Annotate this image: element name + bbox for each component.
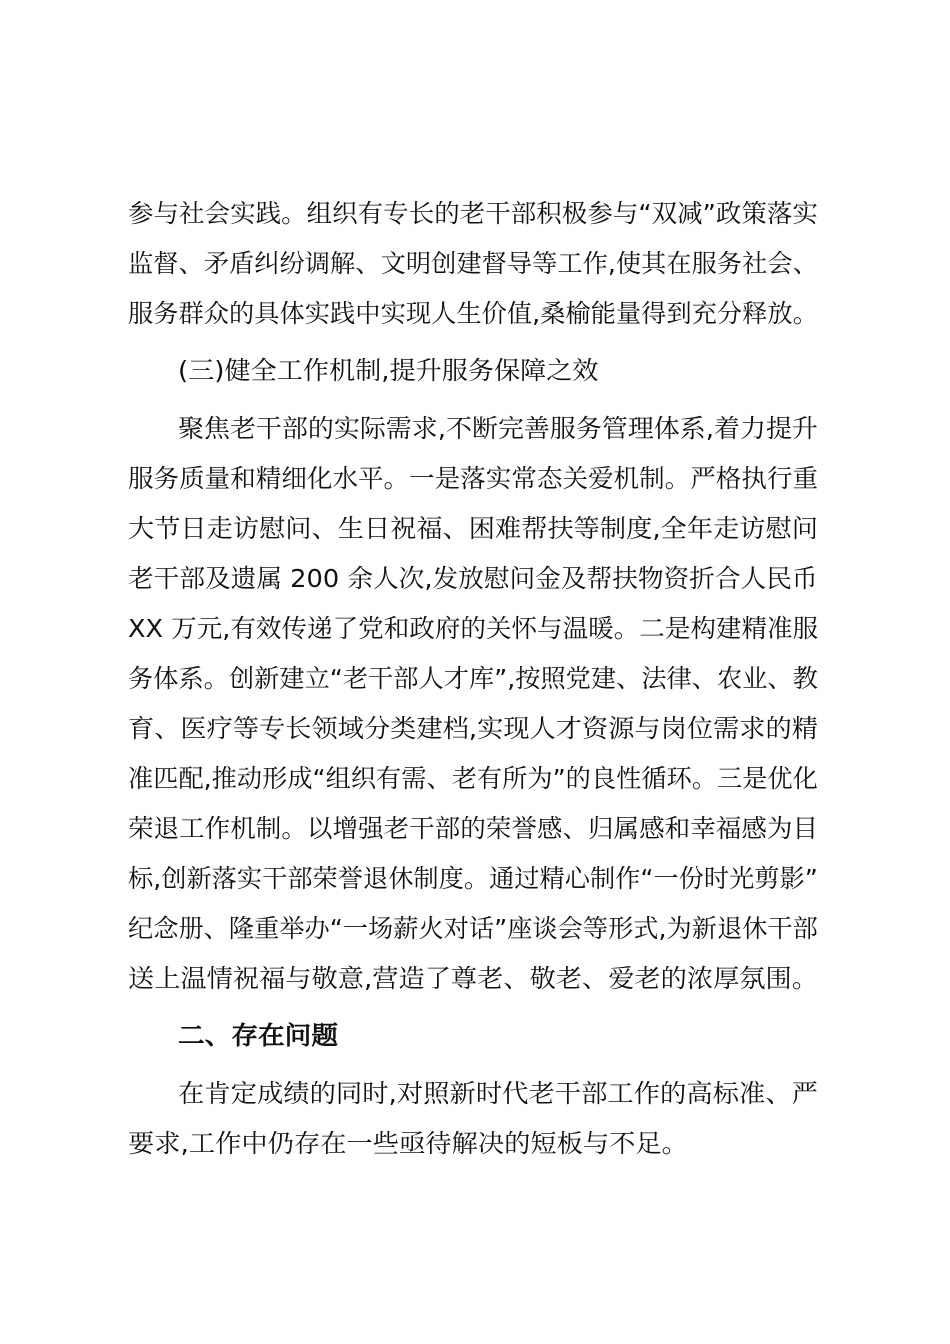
- paragraph-line: 服务群众的具体实践中实现人生价值,桑榆能量得到充分释放。: [128, 299, 818, 328]
- paragraph-line: 育、医疗等专长领域分类建档,实现人才资源与岗位需求的精: [128, 714, 818, 743]
- paragraph-line: 大节日走访慰问、生日祝福、困难帮扶等制度,全年走访慰问: [128, 514, 818, 543]
- paragraph-line: 务体系。创新建立“老干部人才库”,按照党建、法律、农业、教: [128, 664, 818, 693]
- paragraph-line: 要求,工作中仍存在一些亟待解决的短板与不足。: [128, 1129, 688, 1158]
- paragraph-line: 荣退工作机制。以增强老干部的荣誉感、归属感和幸福感为目: [128, 814, 819, 843]
- section-heading: (三)健全工作机制,提升服务保障之效: [178, 356, 599, 385]
- paragraph-line: 在肯定成绩的同时,对照新时代老干部工作的高标准、严: [178, 1079, 818, 1108]
- paragraph-line: 服务质量和精细化水平。一是落实常态关爱机制。严格执行重: [128, 464, 819, 493]
- paragraph-line: 老干部及遗属 200 余人次,发放慰问金及帮扶物资折合人民币: [128, 564, 818, 593]
- paragraph-line: 送上温情祝福与敬意,营造了尊老、敬老、爱老的浓厚氛围。: [128, 964, 818, 993]
- paragraph-line: 纪念册、隆重举办“一场薪火对话”座谈会等形式,为新退休干部: [128, 914, 818, 943]
- paragraph-line: XX 万元,有效传递了党和政府的关怀与温暖。二是构建精准服: [128, 614, 819, 643]
- paragraph-line: 聚焦老干部的实际需求,不断完善服务管理体系,着力提升: [178, 414, 818, 443]
- paragraph-line: 监督、矛盾纠纷调解、文明创建督导等工作,使其在服务社会、: [128, 249, 818, 278]
- paragraph-line: 参与社会实践。组织有专长的老干部积极参与“双减”政策落实: [128, 199, 818, 228]
- section-heading: 二、存在问题: [178, 1021, 339, 1050]
- paragraph-line: 标,创新落实干部荣誉退休制度。通过精心制作“一份时光剪影”: [128, 864, 818, 893]
- paragraph-line: 准匹配,推动形成“组织有需、老有所为”的良性循环。三是优化: [128, 764, 818, 793]
